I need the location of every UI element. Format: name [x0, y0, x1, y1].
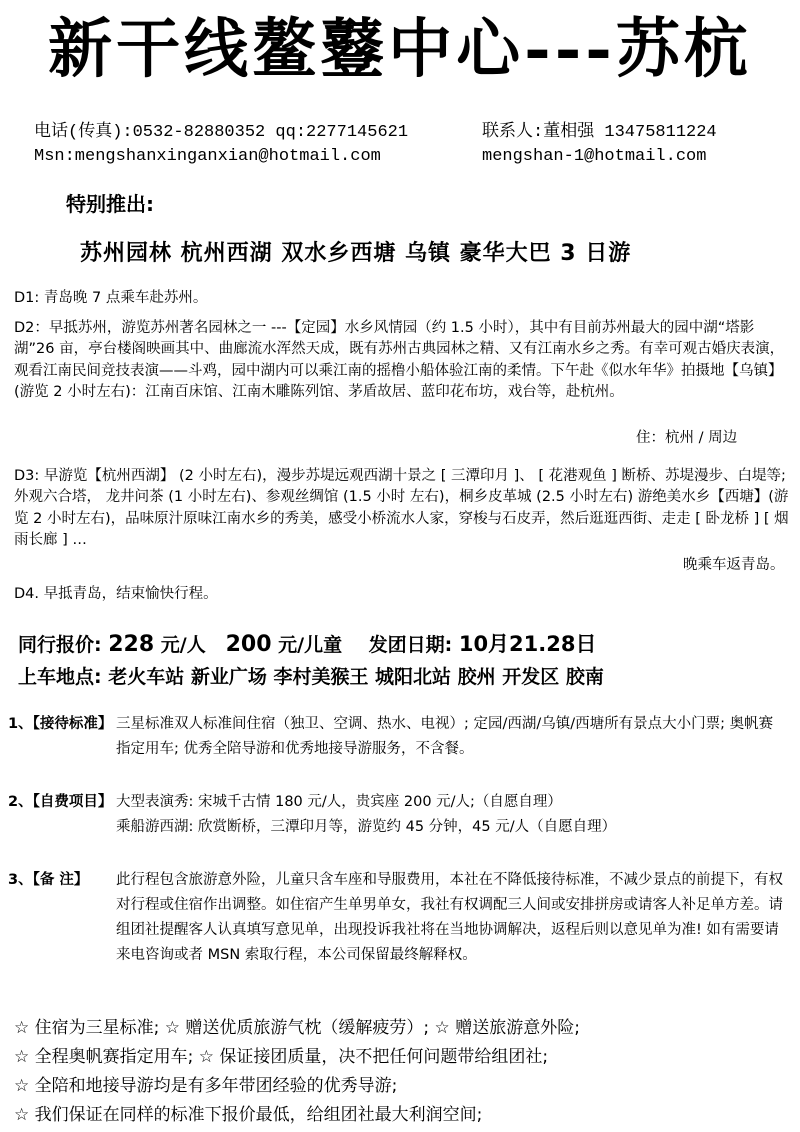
rule-text: 此行程包含旅游意外险，儿童只含车座和导服费用，本社在不降低接待标准，不减少景点的前提下，有权对行程或住宿作出调整。如住宿产生单男单女，我社有权调配三人间或安排拼房或请客人补足单方差。请组团社提醒客人认真填写意见单，出现投诉我社将在当地协调解决，返程后则以意见单为准! 如有需要请来电咨询或者 MSN 索取行程，本公司保留最终解释权。 [116, 872, 783, 963]
rule-text: 三星标准双人标准间住宿（独卫、空调、热水、电视）; 定园/西湖/乌镇/西塘所有景点大小门票; 奥帆赛指定用车; 优秀全陪导游和优秀地接导游服务，不含餐。 [116, 716, 774, 757]
day-4: D4. 早抵青岛，结束愉快行程。 [14, 586, 218, 602]
day-1: D1: 青岛晚 7 点乘车赴苏州。 [14, 290, 208, 306]
rule-optional-items [8, 790, 798, 840]
msn-address: Msn:mengshanxinganxian@hotmail.com [34, 147, 381, 166]
tour-title: 苏州园林 杭州西湖 双水乡西塘 乌镇 豪华大巴 3 日游 [80, 241, 632, 266]
feature-line: ☆ 我们保证在同样的标准下报价最低，给组团社最大利润空间; [14, 1105, 483, 1125]
adult-price: 228 [108, 632, 155, 657]
day-2: D2：早抵苏州，游览苏州著名园林之一 ---【定园】水乡风情园（约 1.5 小时），其中有目前苏州最大的园中湖“塔影湖”26 亩，亭台楼阁映画其中、曲廊流水浑然天成，既有苏州古典园林之精、又有江南水乡之秀。有幸可观古婚庆表演，观看江南民间竞技表演——斗鸡，园中湖内可以乘江南的摇橹小船体验江南的柔情。下午赴《似水年华》拍摄地【乌镇】(游览 2 小时左右)：江南百床馆、江南木雕陈列馆、茅盾故居、蓝印花布坊，戏台等，赴杭州。 [14, 320, 785, 400]
date-label: 发团日期: [368, 634, 453, 656]
adult-unit: 元/人 [160, 634, 206, 656]
child-price: 200 [225, 632, 272, 657]
child-unit: 元/儿童 [278, 634, 343, 656]
feature-line: ☆ 全程奥帆赛指定用车; ☆ 保证接团质量，决不把任何问题带给组团社; [14, 1047, 549, 1067]
contact-person: 联系人:董相强 13475811224 [482, 123, 717, 142]
rule-label: 3、【备 注】 [8, 872, 89, 888]
page-title: 新干线鳌鼟中心---苏杭 [48, 12, 752, 87]
rule-text-line-1: 大型表演秀: 宋城千古情 180 元/人，贵宾座 200 元/人;（自愿自理） [116, 794, 562, 810]
email-address: mengshan-1@hotmail.com [482, 147, 707, 166]
rule-remarks [8, 868, 798, 968]
rule-text [116, 790, 786, 840]
pickup-locations: 上车地点: 老火车站 新业广场 李村美猴王 城阳北站 胶州 开发区 胶南 [18, 666, 604, 688]
day-3-end: 晚乘车返青岛。 [683, 557, 785, 573]
rule-text-line-2: 乘船游西湖: 欣赏断桥，三潭印月等，游览约 45 分钟，45 元/人（自愿自理） [116, 819, 617, 835]
feature-line: ☆ 住宿为三星标准; ☆ 赠送优质旅游气枕（缓解疲劳）; ☆ 赠送旅游意外险; [14, 1018, 580, 1038]
day-3: D3: 早游览【杭州西湖】 (2 小时左右)，漫步苏堤远观西湖十景之 [ 三潭印月 ]、 [ 花港观鱼 ] 断桥、苏堤漫步、白堤等; 外观六合塔， 龙井问茶 (1 小时左右)、参观丝绸馆 (1.5 小时 左右)，桐乡皮革城 (2.5 小时左右) 游绝美水乡【西塘】(游览 2 小时左右)，品味原汁原味江南水乡的秀美，感受小桥流水人家，穿梭与石皮弄，然后逛逛西街、走走 [ 卧龙桥 ] [ 烟雨长廊 ] … [14, 468, 789, 548]
date-value: 10月21.28日 [458, 632, 597, 656]
day-2-stay: 住：杭州 / 周边 [636, 430, 738, 446]
special-offer-label: 特别推出: [66, 192, 154, 216]
feature-line: ☆ 全陪和地接导游均是有多年带团经验的优秀导游; [14, 1076, 398, 1096]
price-line [18, 628, 596, 658]
price-label: 同行报价: [18, 634, 102, 656]
rule-label: 1、【接待标准】 [8, 716, 113, 732]
rule-reception-standard [8, 712, 798, 762]
rule-label: 2、【自费项目】 [8, 794, 113, 810]
phone-line: 电话(传真):0532-82880352 qq:2277145621 [34, 123, 409, 142]
